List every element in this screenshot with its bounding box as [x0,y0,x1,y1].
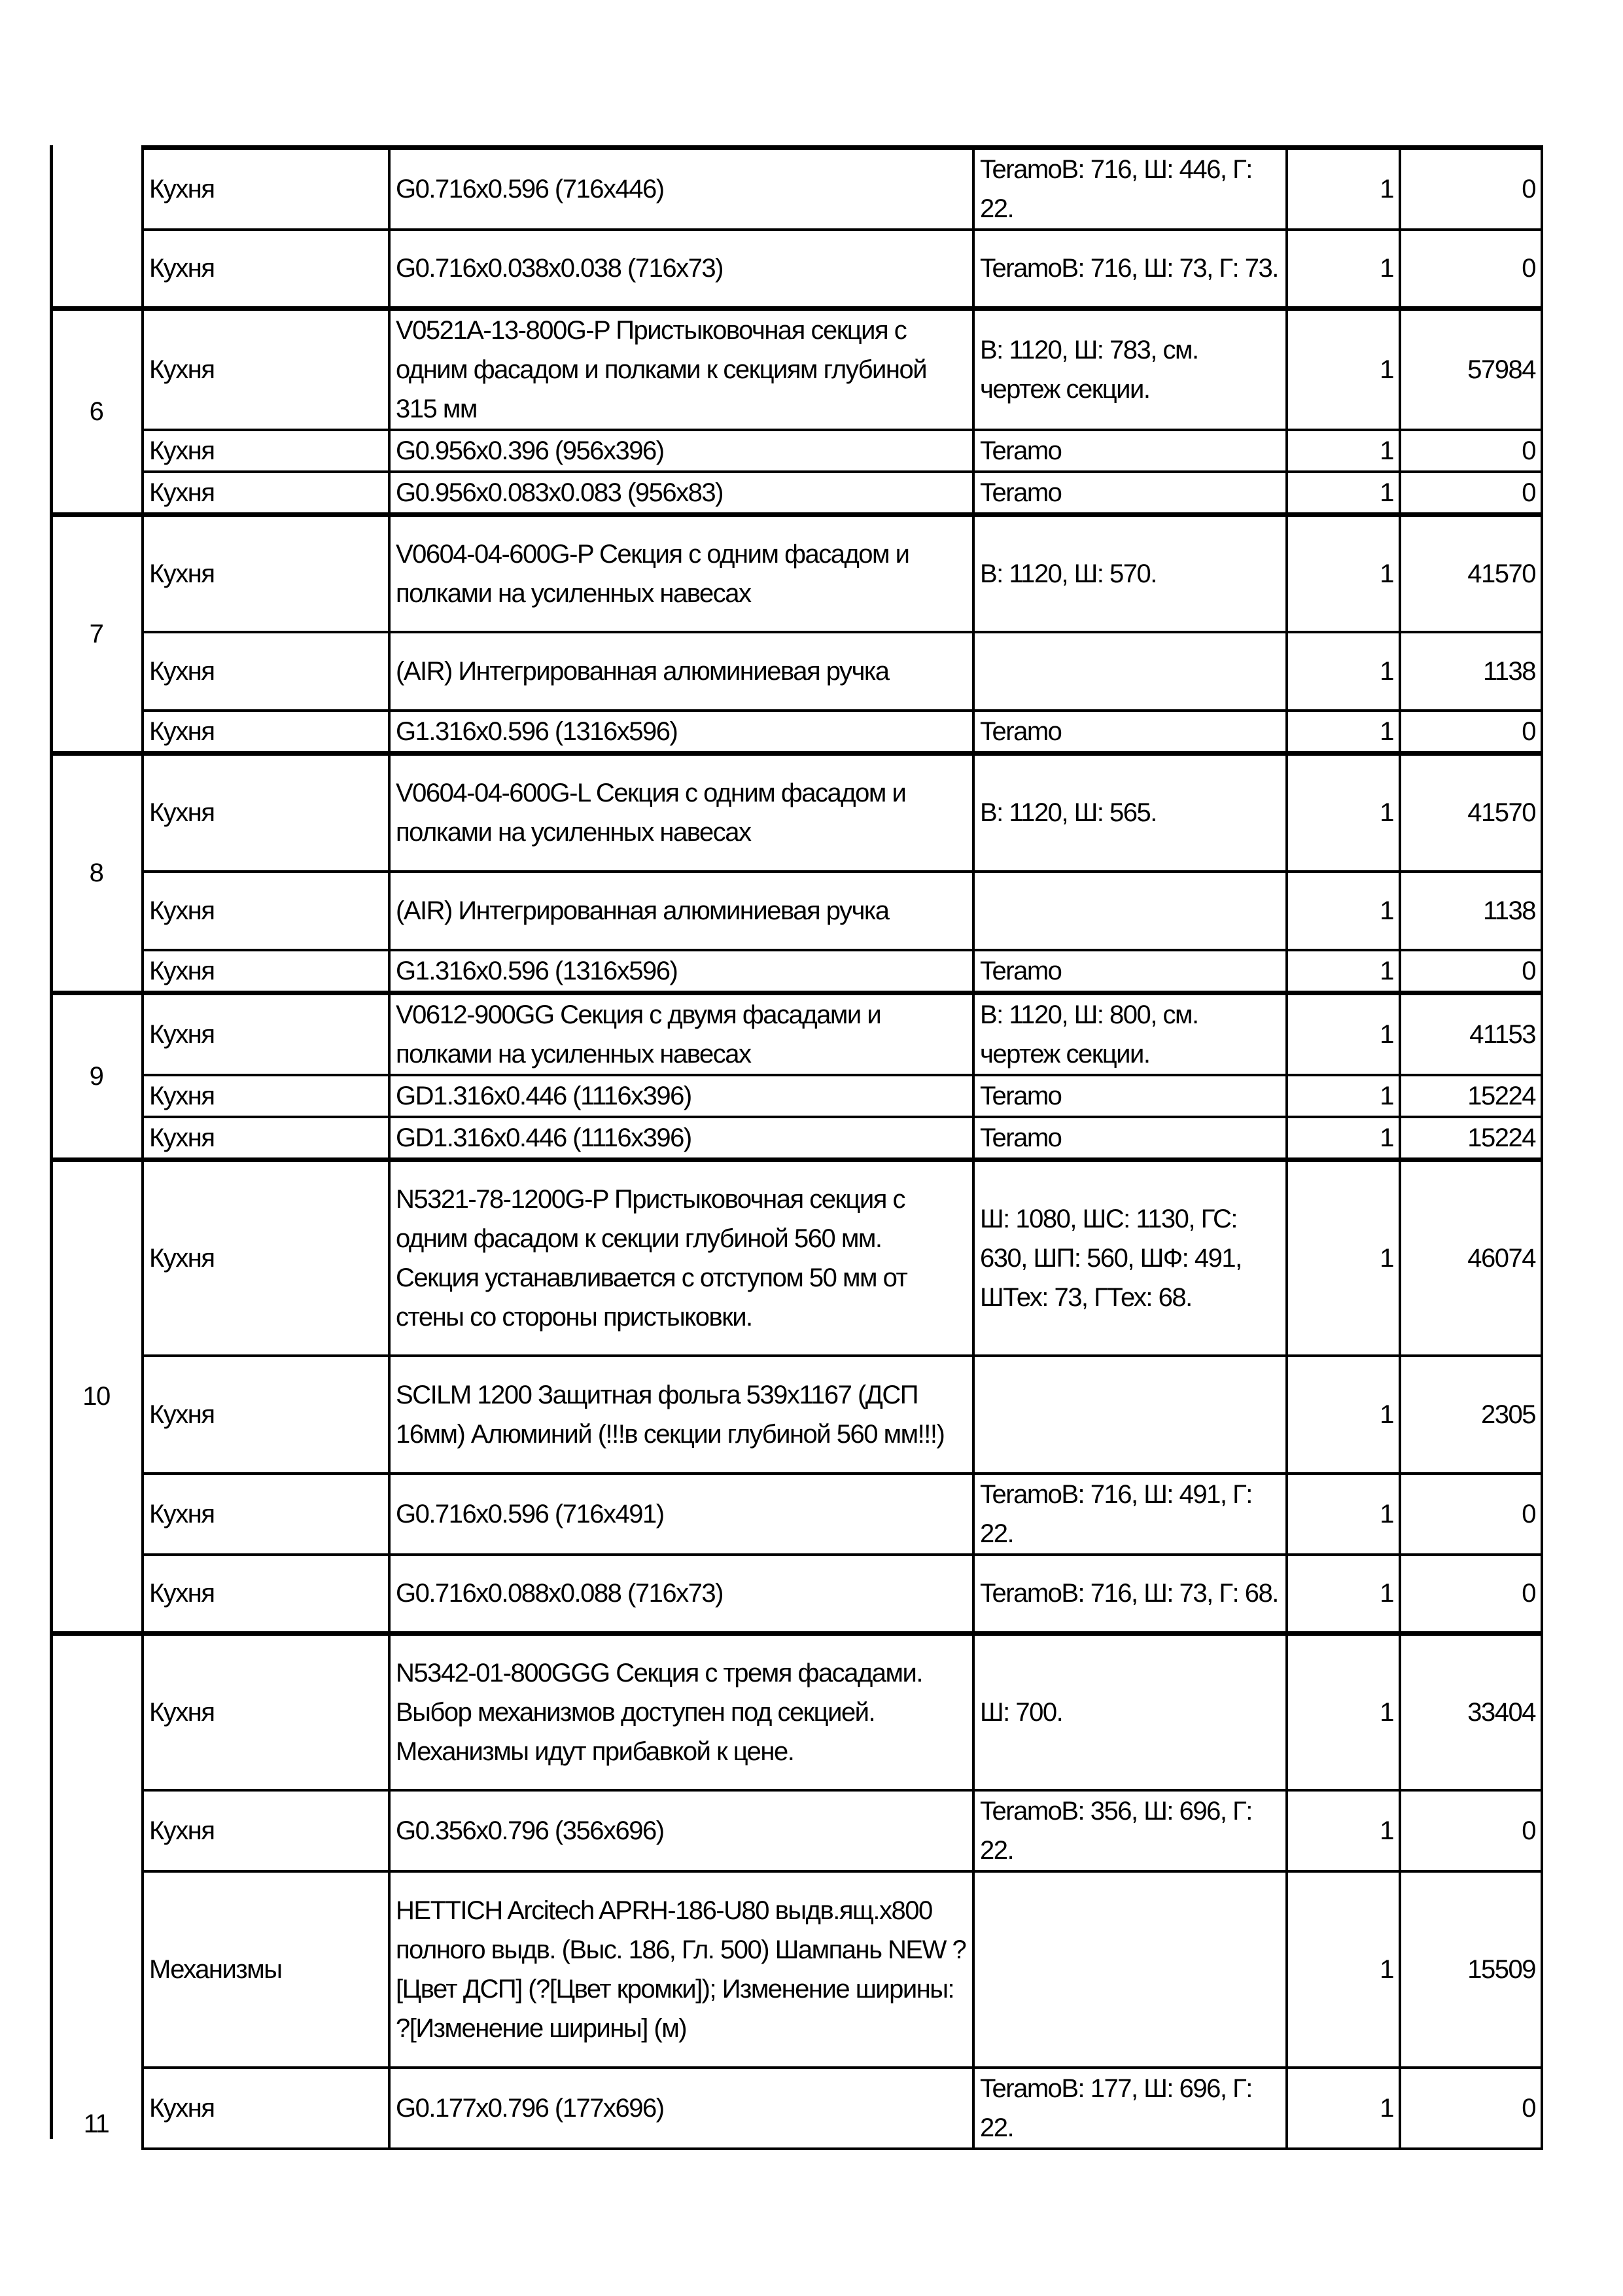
item-description-cell: G0.716x0.088x0.088 (716x73) [389,1555,973,1633]
item-description-cell: GD1.316x0.446 (1116x396) [389,1117,973,1160]
quantity-cell: 1 [1287,1555,1400,1633]
table-row [51,514,1542,632]
quantity-cell: 1 [1287,1633,1400,1790]
table-row [51,1356,1542,1474]
price-cell: 15509 [1400,1871,1542,2068]
table-row [51,872,1542,950]
item-description-cell: N5321-78-1200G-P Пристыковочная секция с одним фасадом к секции глубиной 560 мм. Секция устанавливается с отступом 50 мм от стены со стороны пристыковки. [389,1159,973,1356]
group-number-cell [51,148,143,309]
parameters-cell: TeramoВ: 716, Ш: 73, Г: 73. [973,230,1287,308]
price-cell: 0 [1400,711,1542,754]
category-cell: Кухня [143,308,389,430]
category-cell: Кухня [143,230,389,308]
category-cell: Кухня [143,711,389,754]
item-description-cell: G0.716x0.596 (716x491) [389,1474,973,1555]
table-body [51,148,1542,2149]
quantity-cell: 1 [1287,2068,1400,2149]
quantity-cell: 1 [1287,632,1400,711]
category-cell: Кухня [143,872,389,950]
item-description-cell: G0.356x0.796 (356x696) [389,1790,973,1871]
price-cell: 0 [1400,1790,1542,1871]
item-description-cell: G0.956x0.396 (956x396) [389,430,973,472]
quantity-cell: 1 [1287,1871,1400,2068]
parameters-cell [973,872,1287,950]
category-cell: Механизмы [143,1871,389,2068]
item-description-cell: N5342-01-800GGG Секция с тремя фасадами. Выбор механизмов доступен под секцией. Механизмы идут прибавкой к цене. [389,1633,973,1790]
group-number-cell [51,754,143,993]
price-cell: 0 [1400,430,1542,472]
parameters-cell: Ш: 1080, ШС: 1130, ГС: 630, ШП: 560, ШФ: 491, ШТех: 73, ГТех: 68. [973,1159,1287,1356]
price-cell: 0 [1400,472,1542,515]
item-description-cell: V0612-900GG Секция с двумя фасадами и полками на усиленных навесах [389,993,973,1075]
group-number: 9 [89,1061,103,1091]
quantity-cell: 1 [1287,711,1400,754]
quantity-cell: 1 [1287,754,1400,872]
group-number: 11 [83,2110,109,2138]
table-row [51,472,1542,515]
quantity-cell: 1 [1287,308,1400,430]
item-description-cell: G0.956x0.083x0.083 (956x83) [389,472,973,515]
group-number: 7 [89,619,103,648]
parameters-cell: TeramoВ: 356, Ш: 696, Г: 22. [973,1790,1287,1871]
category-cell: Кухня [143,1159,389,1356]
item-description-cell: G0.177x0.796 (177x696) [389,2068,973,2149]
price-cell: 1138 [1400,632,1542,711]
parameters-cell [973,1356,1287,1474]
quantity-cell: 1 [1287,1790,1400,1871]
price-cell: 15224 [1400,1075,1542,1117]
table-row [51,711,1542,754]
category-cell: Кухня [143,430,389,472]
quantity-cell: 1 [1287,1117,1400,1160]
category-cell: Кухня [143,1555,389,1633]
quantity-cell: 1 [1287,1474,1400,1555]
group-number-cell [51,1633,143,2149]
item-description-cell: GD1.316x0.446 (1116x396) [389,1075,973,1117]
parameters-cell: В: 1120, Ш: 783, см. чертеж секции. [973,308,1287,430]
table-row [51,308,1542,430]
price-cell: 0 [1400,148,1542,230]
category-cell: Кухня [143,993,389,1075]
table-row [51,1117,1542,1160]
price-cell: 2305 [1400,1356,1542,1474]
parameters-cell: Teramo [973,430,1287,472]
price-cell: 41153 [1400,993,1542,1075]
quantity-cell: 1 [1287,1356,1400,1474]
table-row [51,754,1542,872]
table-row [51,1633,1542,1790]
parameters-cell: Teramo [973,1075,1287,1117]
price-cell: 41570 [1400,754,1542,872]
price-cell: 41570 [1400,514,1542,632]
table-row [51,430,1542,472]
category-cell: Кухня [143,2068,389,2149]
category-cell: Кухня [143,1356,389,1474]
quantity-cell: 1 [1287,514,1400,632]
parameters-cell: TeramoВ: 716, Ш: 446, Г: 22. [973,148,1287,230]
price-cell: 33404 [1400,1633,1542,1790]
parameters-cell: TeramoВ: 716, Ш: 491, Г: 22. [973,1474,1287,1555]
table-row [51,2068,1542,2149]
quantity-cell: 1 [1287,993,1400,1075]
category-cell: Кухня [143,1474,389,1555]
table-row [51,148,1542,230]
parameters-cell: Teramo [973,711,1287,754]
category-cell: Кухня [143,472,389,515]
category-cell: Кухня [143,514,389,632]
table-row [51,1159,1542,1356]
category-cell: Кухня [143,1075,389,1117]
parameters-cell: TeramoВ: 177, Ш: 696, Г: 22. [973,2068,1287,2149]
item-description-cell: (AIR) Интегрированная алюминиевая ручка [389,872,973,950]
item-description-cell: G1.316x0.596 (1316x596) [389,950,973,993]
item-description-cell: V0521A-13-800G-P Пристыковочная секция с одним фасадом и полками к секциям глубиной 315 мм [389,308,973,430]
item-description-cell: G1.316x0.596 (1316x596) [389,711,973,754]
parameters-cell: Teramo [973,950,1287,993]
quantity-cell: 1 [1287,950,1400,993]
table-row [51,993,1542,1075]
group-number: 8 [89,858,103,888]
group-number: 10 [82,1382,110,1411]
price-cell: 0 [1400,230,1542,308]
item-description-cell: G0.716x0.596 (716x446) [389,148,973,230]
item-description-cell: V0604-04-600G-L Секция с одним фасадом и полками на усиленных навесах [389,754,973,872]
quantity-cell: 1 [1287,148,1400,230]
price-cell: 57984 [1400,308,1542,430]
table-row [51,1474,1542,1555]
group-number-cell [51,514,143,754]
parameters-cell: TeramoВ: 716, Ш: 73, Г: 68. [973,1555,1287,1633]
table-row [51,1075,1542,1117]
quantity-cell: 1 [1287,430,1400,472]
group-number-cell [51,993,143,1159]
category-cell: Кухня [143,950,389,993]
item-description-cell: (AIR) Интегрированная алюминиевая ручка [389,632,973,711]
parameters-cell [973,632,1287,711]
price-cell: 0 [1400,1474,1542,1555]
quantity-cell: 1 [1287,1075,1400,1117]
table-row [51,1790,1542,1871]
price-cell: 0 [1400,950,1542,993]
parameters-cell [973,1871,1287,2068]
parameters-cell: В: 1120, Ш: 565. [973,754,1287,872]
price-cell: 0 [1400,1555,1542,1633]
group-number-cell [51,308,143,514]
group-number-cell [51,1159,143,1633]
quantity-cell: 1 [1287,230,1400,308]
quantity-cell: 1 [1287,472,1400,515]
table-row [51,1871,1542,2068]
price-cell: 0 [1400,2068,1542,2149]
table-row [51,1555,1542,1633]
item-description-cell: V0604-04-600G-P Секция с одним фасадом и полками на усиленных навесах [389,514,973,632]
quantity-cell: 1 [1287,1159,1400,1356]
category-cell: Кухня [143,754,389,872]
quantity-cell: 1 [1287,872,1400,950]
specification-table [51,145,1543,2150]
table-row [51,230,1542,308]
item-description-cell: HETTICH Arcitech APRH-186-U80 выдв.ящ.x800 полного выдв. (Выс. 186, Гл. 500) Шампань NEW ?[Цвет ДСП] (?[Цвет кромки]); Изменение ширины: ?[Изменение ширины] (м) [389,1871,973,2068]
table-row [51,632,1542,711]
parameters-cell: В: 1120, Ш: 800, см. чертеж секции. [973,993,1287,1075]
group-number: 6 [89,397,103,426]
table-row [51,950,1542,993]
parameters-cell: Teramo [973,472,1287,515]
price-cell: 15224 [1400,1117,1542,1160]
parameters-cell: В: 1120, Ш: 570. [973,514,1287,632]
price-cell: 1138 [1400,872,1542,950]
category-cell: Кухня [143,148,389,230]
item-description-cell: G0.716x0.038x0.038 (716x73) [389,230,973,308]
category-cell: Кухня [143,632,389,711]
category-cell: Кухня [143,1633,389,1790]
price-cell: 46074 [1400,1159,1542,1356]
item-description-cell: SCILM 1200 Защитная фольга 539x1167 (ДСП 16мм) Алюминий (!!!в секции глубиной 560 мм!!!) [389,1356,973,1474]
category-cell: Кухня [143,1790,389,1871]
category-cell: Кухня [143,1117,389,1160]
parameters-cell: Teramo [973,1117,1287,1160]
parameters-cell: Ш: 700. [973,1633,1287,1790]
